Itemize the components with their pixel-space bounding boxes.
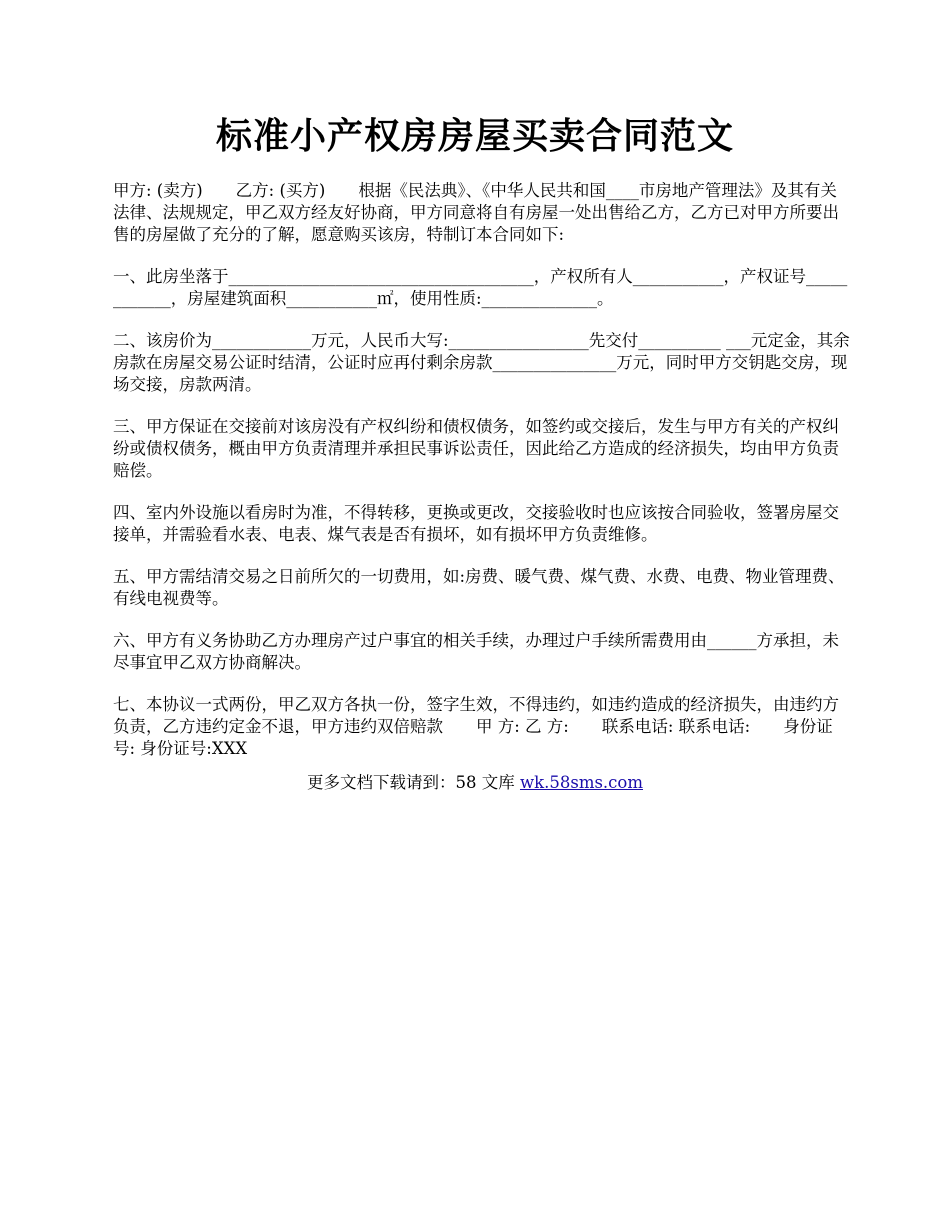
footer-text: 更多文档下载请到：58 文库: [306, 773, 520, 792]
paragraph-clause-4: 四、室内外设施以看房时为准，不得转移，更换或更改，交接验收时也应该按合同验收，签署房屋交接单，并需验看水表、电表、煤气表是否有损坏，如有损坏甲方负责维修。: [113, 503, 839, 544]
download-footer: [0, 772, 950, 794]
paragraph-clause-3: 三、甲方保证在交接前对该房没有产权纠纷和债权债务，如签约或交接后，发生与甲方有关的产权纠纷或债权债务，概由甲方负责清理并承担民事诉讼责任，因此给乙方造成的经济损失，均由甲方负责赔偿。: [113, 417, 839, 480]
paragraph-preamble: 甲方: (卖方) 乙方: (买方) 根据《民法典》、《中华人民共和国____市房地产管理法》及其有关法律、法规规定，甲乙双方经友好协商，甲方同意将自有房屋一处出售给乙方，乙方已对甲方所要出售的房屋做了充分的了解，愿意购买该房，特制订本合同如下:: [113, 181, 839, 244]
contract-body: [113, 180, 853, 780]
document-title: 标准小产权房房屋买卖合同范文: [215, 115, 734, 157]
paragraph-clause-1: 一、此房坐落于_____________________________________，产权所有人___________，产权证号____________，房屋建筑面积___________㎡，使用性质:______________。: [113, 267, 848, 308]
footer-link[interactable]: wk.58sms.com: [519, 773, 643, 792]
paragraph-clause-2: 二、该房价为____________万元，人民币大写:_________________先交付__________ ___元定金，其余房款在房屋交易公证时结清，公证时应再付剩余房款_______________万元，同时甲方交钥匙交房，现场交接，房款两清。: [113, 331, 850, 394]
paragraph-clause-6: 六、甲方有义务协助乙方办理房产过户事宜的相关手续，办理过户手续所需费用由______方承担，未尽事宜甲乙双方协商解决。: [113, 631, 839, 672]
paragraph-clause-7: 七、本协议一式两份，甲乙双方各执一份，签字生效，不得违约，如违约造成的经济损失，由违约方负责，乙方违约定金不退，甲方违约双倍赔款 甲 方: 乙 方: 联系电话: 联系电话: 身份证号: 身份证号:XXX: [113, 695, 839, 758]
paragraph-clause-5: 五、甲方需结清交易之日前所欠的一切费用，如:房费、暖气费、煤气费、水费、电费、物业管理费、有线电视费等。: [113, 567, 845, 608]
